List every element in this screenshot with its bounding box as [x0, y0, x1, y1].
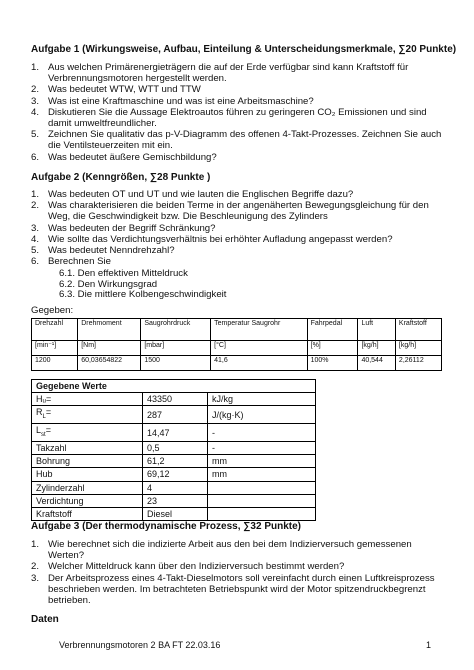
table-row: Kraftstoff Diesel [32, 507, 316, 520]
list-item: 1. Was bedeuten OT und UT und wie lauten die Englischen Begriffe dazu? [31, 189, 354, 200]
list-item: 6. Berechnen Sie [31, 256, 111, 268]
table-unit: [kg/h] [358, 341, 395, 356]
page-number: 1 [426, 640, 432, 650]
table-header: Kraftstoff [395, 319, 441, 341]
a2-sublist [59, 269, 226, 301]
table-unit: [kg/h] [395, 341, 441, 356]
given-values-table [31, 379, 316, 521]
list-item: 5. Was bedeutet Nenndrehzahl? [31, 245, 175, 257]
measurement-table [31, 318, 442, 371]
list-item: 2. Was bedeutet WTW, WTT und TTW [31, 84, 201, 96]
a2-title: Aufgabe 2 (Kenngrößen, ∑28 Punkte ) [31, 172, 211, 183]
a3-list [31, 539, 446, 606]
list-item: 2. Welcher Mitteldruck kann über den Indizierversuch bestimmt werden? [31, 561, 345, 573]
table-row: Hᵤ= 43350 kJ/kg [32, 393, 316, 406]
sub-item: 6.2. Den Wirkungsgrad [59, 278, 158, 290]
list-item: 6. Was bedeutet äußere Gemischbildung? [31, 151, 217, 163]
list-item: 3. Der Arbeitsprozess eines 4-Takt-Dieselmotors soll vereinfacht durch einen Luftkreisprozess beschrieben werden. Im betrachteten Betriebspunkt wird der Motor spitzendruckbegrenzt betrieben. [31, 572, 435, 607]
table-cell: 40,544 [358, 356, 395, 371]
table-cell: 1500 [141, 356, 211, 371]
list-item: 3. Was bedeuten der Begriff Schränkung? [31, 222, 216, 234]
table-row: Verdichtung 23 [32, 494, 316, 507]
table-row: Takzahl 0,5 - [32, 441, 316, 454]
table-header: Drehmoment [78, 319, 141, 341]
table-cell: 60,03654822 [78, 356, 141, 371]
table-unit: [%] [307, 341, 358, 356]
list-item: 1. Aus welchen Primärenergieträgern die auf der Erde verfügbar sind kann Kraftstoff für Verbrennungsmotoren hergestellt werden. [31, 62, 409, 85]
list-item: 2. Was charakterisieren die beiden Terme in der angenäherten Bewegungsgleichung für den Weg, die Geschwindigkeit bzw. Die Beschleunigung des Zylinders [31, 200, 429, 223]
table-unit: [°C] [211, 341, 307, 356]
table-row: $R_L=$ 287 J/(kg·K) [32, 406, 316, 424]
table-header: Fahrpedal [307, 319, 358, 341]
list-item: 1. Wie berechnet sich die indizierte Arbeit aus den bei dem Indizierversuch gemessenen Werten? [31, 539, 412, 562]
table-header: Drehzahl [32, 319, 78, 341]
table-cell: 2,26112 [395, 356, 441, 371]
table-unit: [mbar] [141, 341, 211, 356]
list-item: 3. Was ist eine Kraftmaschine und was ist eine Arbeitsmaschine? [31, 95, 314, 107]
list-item: 5. Zeichnen Sie qualitativ das p-V-Diagramm des offenen 4-Takt-Prozesses. Zeichnen Sie auch die Ventilsteuerzeiten mit ein. [31, 129, 442, 152]
table-cell: 41,6 [211, 356, 307, 371]
table-unit: [min⁻¹] [32, 341, 78, 356]
sub-item: 6.1. Den effektiven Mitteldruck [59, 268, 188, 279]
table-row: Zylinderzahl 4 [32, 481, 316, 494]
a1-list [31, 62, 446, 163]
a1-title: Aufgabe 1 (Wirkungsweise, Aufbau, Einteilung & Unterscheidungsmerkmale, ∑20 Punkte) [31, 44, 457, 55]
sub-item: 6.3. Die mittlere Kolbengeschwindigkeit [59, 289, 227, 301]
footer-text: Verbrennungsmotoren 2 BA FT 22.03.16 [59, 640, 221, 650]
a3-title: Aufgabe 3 (Der thermodynamische Prozess, ∑32 Punkte) [31, 521, 301, 532]
table-unit: [Nm] [78, 341, 141, 356]
daten-heading: Daten [31, 614, 59, 625]
table-cell: 1200 [32, 356, 78, 371]
table-header: Saugrohrdruck [141, 319, 211, 341]
given-values-title: Gegebene Werte [32, 380, 316, 393]
table-cell: 100% [307, 356, 358, 371]
table-header: Luft [358, 319, 395, 341]
table-row: $L_{st}=$ 14,47 - [32, 424, 316, 442]
table-row: Bohrung 61,2 mm [32, 455, 316, 468]
table-header: Temperatur Saugrohr [211, 319, 307, 341]
list-item: 4. Wie sollte das Verdichtungsverhältnis bei erhöhter Aufladung angepasst werden? [31, 233, 393, 245]
gegeben-label: Gegeben: [31, 305, 74, 316]
a2-list [31, 189, 446, 267]
list-item: 4. Diskutieren Sie die Aussage Elektroautos führen zu geringeren CO₂ Emissionen und sind damit umweltfreundlicher. [31, 106, 427, 130]
table-row: Hub 69,12 mm [32, 468, 316, 481]
